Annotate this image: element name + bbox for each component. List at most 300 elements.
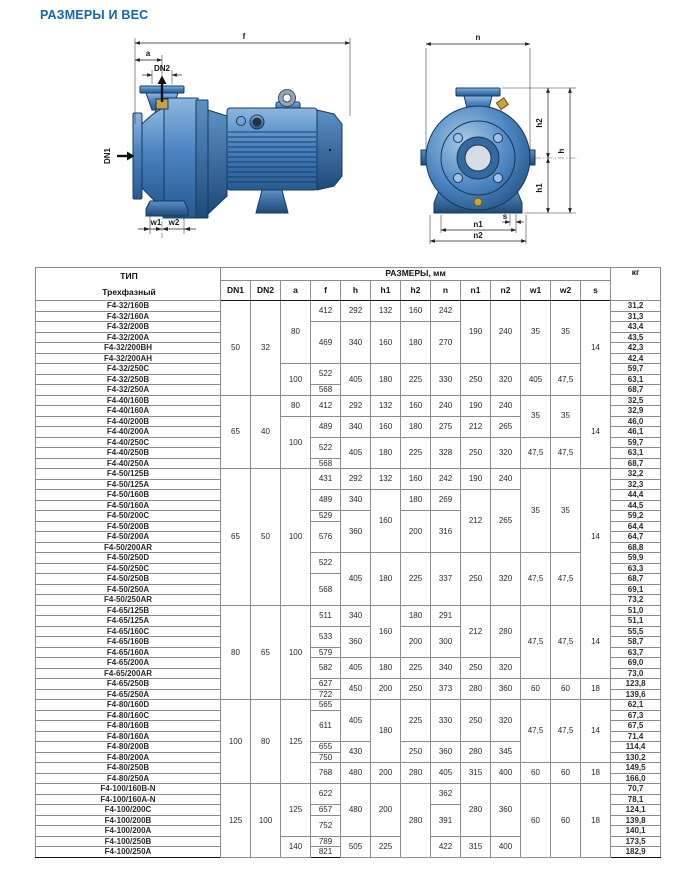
model-cell: F4-65/200AR — [36, 668, 221, 679]
dim-cell-f: 431 — [311, 469, 341, 490]
model-cell: F4-40/160B — [36, 395, 221, 406]
dim-cell-f: 789 — [311, 836, 341, 847]
dim-cell-w1: 35 — [521, 469, 551, 553]
column-header-n1: n1 — [461, 281, 491, 301]
dim-label-n: n — [475, 33, 481, 42]
model-cell: F4-100/250A — [36, 847, 221, 858]
model-cell: F4-40/250B — [36, 448, 221, 459]
model-cell: F4-65/200A — [36, 658, 221, 669]
model-cell: F4-80/160A — [36, 731, 221, 742]
dim-cell-f: 657 — [311, 805, 341, 816]
dim-cell-s: 14 — [581, 469, 611, 606]
dim-cell-dn2: 80 — [251, 700, 281, 784]
model-cell: F4-65/160A — [36, 647, 221, 658]
model-cell: F4-80/250A — [36, 773, 221, 784]
table-row — [36, 605, 661, 616]
dim-cell-n: 275 — [431, 416, 461, 437]
dim-cell-n: 373 — [431, 679, 461, 700]
model-cell: F4-65/125A — [36, 616, 221, 627]
dim-cell-n2: 265 — [491, 416, 521, 437]
dim-cell-dn1: 125 — [221, 784, 251, 858]
dim-cell-a: 100 — [281, 605, 311, 700]
dim-cell-h1: 200 — [371, 784, 401, 837]
dim-cell-n1: 250 — [461, 437, 491, 469]
dim-cell-n2: 400 — [491, 836, 521, 857]
dim-cell-n: 300 — [431, 626, 461, 658]
weight-cell: 67,3 — [611, 710, 661, 721]
column-header-h2: h2 — [401, 281, 431, 301]
model-cell: F4-40/250A — [36, 458, 221, 469]
model-cell: F4-80/160D — [36, 700, 221, 711]
weight-cell: 51,1 — [611, 616, 661, 627]
type-label: ТИП — [120, 271, 138, 281]
dim-cell-n2: 280 — [491, 605, 521, 658]
dim-cell-n: 340 — [431, 658, 461, 679]
weight-cell: 124,1 — [611, 805, 661, 816]
column-header-h1: h1 — [371, 281, 401, 301]
column-header-dn2: DN2 — [251, 281, 281, 301]
dim-label-dn1: DN1 — [103, 147, 112, 165]
dim-cell-h1: 200 — [371, 679, 401, 700]
dim-cell-f: 750 — [311, 752, 341, 763]
weight-cell: 68,8 — [611, 542, 661, 553]
model-cell: F4-40/200A — [36, 427, 221, 438]
dim-cell-f: 582 — [311, 658, 341, 679]
dim-cell-n2: 320 — [491, 700, 521, 742]
weight-cell: 44,5 — [611, 500, 661, 511]
dim-cell-n: 269 — [431, 490, 461, 511]
dim-cell-w1: 47,5 — [521, 605, 551, 679]
dimensions-group-header: РАЗМЕРЫ, мм — [221, 268, 611, 281]
weight-cell: 32,3 — [611, 479, 661, 490]
model-cell: F4-32/160B — [36, 301, 221, 312]
dim-cell-n2: 320 — [491, 364, 521, 396]
table-row — [36, 364, 661, 375]
dim-cell-f: 579 — [311, 647, 341, 658]
model-cell: F4-80/200B — [36, 742, 221, 753]
dim-cell-n2: 240 — [491, 469, 521, 490]
dim-cell-h2: 225 — [401, 364, 431, 396]
dim-cell-n: 240 — [431, 395, 461, 416]
dim-cell-f: 565 — [311, 700, 341, 711]
dim-cell-n1: 315 — [461, 763, 491, 784]
dim-cell-dn2: 100 — [251, 784, 281, 858]
weight-cell: 59,7 — [611, 437, 661, 448]
dim-cell-h: 405 — [341, 437, 371, 469]
weight-cell: 31,2 — [611, 301, 661, 312]
dim-cell-n2: 320 — [491, 437, 521, 469]
weight-cell: 123,8 — [611, 679, 661, 690]
weight-cell: 32,2 — [611, 469, 661, 480]
dim-label-h1: h1 — [535, 183, 544, 193]
weight-cell: 62,1 — [611, 700, 661, 711]
weight-cell: 59,9 — [611, 553, 661, 564]
dim-cell-s: 18 — [581, 784, 611, 858]
model-cell: F4-50/125B — [36, 469, 221, 480]
dim-cell-h2: 180 — [401, 605, 431, 626]
weight-cell: 68,7 — [611, 385, 661, 396]
dim-cell-a: 80 — [281, 395, 311, 416]
model-cell: F4-100/160B-N — [36, 784, 221, 795]
dim-cell-f: 568 — [311, 458, 341, 469]
dim-cell-w2: 47,5 — [551, 553, 581, 606]
weight-cell: 70,7 — [611, 784, 661, 795]
dim-cell-h1: 160 — [371, 490, 401, 553]
column-header-f: f — [311, 281, 341, 301]
dim-cell-f: 511 — [311, 605, 341, 626]
dim-cell-h: 292 — [341, 395, 371, 416]
model-cell: F4-32/200AH — [36, 353, 221, 364]
model-cell: F4-50/160B — [36, 490, 221, 501]
dim-cell-n1: 250 — [461, 658, 491, 679]
dim-cell-n1: 250 — [461, 553, 491, 606]
dim-cell-h2: 160 — [401, 395, 431, 416]
dim-cell-h: 292 — [341, 469, 371, 490]
dim-cell-a: 80 — [281, 301, 311, 364]
model-cell: F4-40/160A — [36, 406, 221, 417]
dim-cell-w1: 60 — [521, 679, 551, 700]
dim-cell-n1: 190 — [461, 301, 491, 364]
weight-cell: 46,0 — [611, 416, 661, 427]
dim-cell-w2: 60 — [551, 784, 581, 858]
dim-cell-n2: 360 — [491, 679, 521, 700]
dim-cell-dn1: 50 — [221, 301, 251, 396]
model-cell: F4-100/200C — [36, 805, 221, 816]
dim-cell-dn1: 65 — [221, 469, 251, 606]
dim-cell-h: 405 — [341, 700, 371, 742]
dim-cell-w1: 47,5 — [521, 437, 551, 469]
table-row — [36, 700, 661, 711]
model-cell: F4-65/160C — [36, 626, 221, 637]
model-cell: F4-80/200A — [36, 752, 221, 763]
dim-cell-f: 611 — [311, 710, 341, 742]
dim-cell-h1: 160 — [371, 416, 401, 437]
column-header-w2: w2 — [551, 281, 581, 301]
model-cell: F4-32/250A — [36, 385, 221, 396]
dim-cell-h1: 180 — [371, 364, 401, 396]
model-cell: F4-50/250C — [36, 563, 221, 574]
weight-cell: 43,5 — [611, 332, 661, 343]
dim-cell-s: 14 — [581, 301, 611, 396]
model-cell: F4-32/250C — [36, 364, 221, 375]
dim-cell-f: 522 — [311, 437, 341, 458]
weight-cell: 55,5 — [611, 626, 661, 637]
dim-cell-h2: 250 — [401, 679, 431, 700]
dim-cell-h1: 132 — [371, 395, 401, 416]
model-cell: F4-65/125B — [36, 605, 221, 616]
dim-cell-n: 405 — [431, 763, 461, 784]
model-cell: F4-50/160A — [36, 500, 221, 511]
dim-cell-h2: 160 — [401, 301, 431, 322]
table-row — [36, 437, 661, 448]
dim-cell-h: 405 — [341, 553, 371, 606]
dim-cell-f: 752 — [311, 815, 341, 836]
dim-label-h2: h2 — [535, 118, 544, 128]
dim-label-n1: n1 — [473, 220, 483, 229]
table-row — [36, 679, 661, 690]
model-cell: F4-100/200B — [36, 815, 221, 826]
dim-cell-n: 422 — [431, 836, 461, 857]
dim-cell-f: 821 — [311, 847, 341, 858]
dim-cell-n: 337 — [431, 553, 461, 606]
dim-cell-f: 576 — [311, 521, 341, 553]
weight-cell: 59,2 — [611, 511, 661, 522]
dim-cell-h1: 160 — [371, 322, 401, 364]
dim-cell-dn1: 80 — [221, 605, 251, 700]
dim-cell-h2: 180 — [401, 322, 431, 364]
dim-cell-h1: 225 — [371, 836, 401, 857]
dim-cell-h2: 225 — [401, 700, 431, 742]
dimensions-table — [35, 267, 661, 858]
dim-cell-w1: 47,5 — [521, 553, 551, 606]
dim-cell-s: 18 — [581, 679, 611, 700]
dim-cell-f: 522 — [311, 364, 341, 385]
weight-cell: 182,9 — [611, 847, 661, 858]
weight-cell: 46,1 — [611, 427, 661, 438]
dim-cell-h: 430 — [341, 742, 371, 763]
dim-cell-h2: 225 — [401, 437, 431, 469]
dim-cell-a: 125 — [281, 700, 311, 784]
dim-cell-n: 330 — [431, 364, 461, 396]
dn1-flow-arrow — [117, 152, 135, 161]
weight-cell: 69,1 — [611, 584, 661, 595]
model-cell: F4-65/250B — [36, 679, 221, 690]
column-header-a: a — [281, 281, 311, 301]
dim-cell-h2: 180 — [401, 416, 431, 437]
dim-cell-w1: 35 — [521, 395, 551, 437]
dim-cell-f: 622 — [311, 784, 341, 805]
table-row — [36, 301, 661, 312]
table-row — [36, 553, 661, 564]
dim-cell-h1: 180 — [371, 437, 401, 469]
dim-cell-h2: 200 — [401, 511, 431, 553]
dim-cell-n: 291 — [431, 605, 461, 626]
weight-cell: 68,7 — [611, 574, 661, 585]
dim-cell-dn1: 100 — [221, 700, 251, 784]
model-cell: F4-32/250B — [36, 374, 221, 385]
dim-cell-dn2: 32 — [251, 301, 281, 396]
dim-cell-s: 14 — [581, 700, 611, 763]
dim-label-n2: n2 — [473, 231, 483, 240]
weight-cell: 63,1 — [611, 374, 661, 385]
weight-cell: 78,1 — [611, 794, 661, 805]
dim-cell-dn2: 40 — [251, 395, 281, 469]
model-cell: F4-32/200BH — [36, 343, 221, 354]
dim-cell-n: 328 — [431, 437, 461, 469]
dim-cell-n1: 190 — [461, 395, 491, 416]
dim-cell-w2: 60 — [551, 679, 581, 700]
dim-cell-dn2: 65 — [251, 605, 281, 700]
table-row — [36, 469, 661, 480]
model-cell: F4-50/200AR — [36, 542, 221, 553]
dim-cell-w1: 47,5 — [521, 700, 551, 763]
dim-cell-h: 405 — [341, 364, 371, 396]
column-header-n2: n2 — [491, 281, 521, 301]
weight-cell: 44,4 — [611, 490, 661, 501]
dim-cell-a: 140 — [281, 836, 311, 857]
column-header-s: s — [581, 281, 611, 301]
page-title: РАЗМЕРЫ И ВЕС — [40, 8, 149, 22]
dim-cell-f: 568 — [311, 574, 341, 606]
weight-cell: 58,7 — [611, 637, 661, 648]
model-cell: F4-50/250A — [36, 584, 221, 595]
weight-cell: 73,2 — [611, 595, 661, 606]
dim-cell-h1: 180 — [371, 700, 401, 763]
model-cell: F4-100/200A — [36, 826, 221, 837]
pump-front-view-svg — [420, 26, 690, 248]
dim-cell-n1: 315 — [461, 836, 491, 857]
dim-cell-n: 242 — [431, 301, 461, 322]
dim-cell-h1: 200 — [371, 763, 401, 784]
weight-cell: 173,5 — [611, 836, 661, 847]
dim-cell-n2: 360 — [491, 784, 521, 837]
dim-cell-w1: 405 — [521, 364, 551, 396]
weight-cell: 32,5 — [611, 395, 661, 406]
dim-cell-f: 627 — [311, 679, 341, 690]
table-row — [36, 784, 661, 795]
weight-cell: 130,2 — [611, 752, 661, 763]
model-cell: F4-80/250B — [36, 763, 221, 774]
dim-cell-n2: 345 — [491, 742, 521, 763]
dim-cell-n1: 280 — [461, 742, 491, 763]
dim-cell-h2: 160 — [401, 469, 431, 490]
model-cell: F4-100/250B — [36, 836, 221, 847]
dim-cell-h: 360 — [341, 626, 371, 658]
dim-cell-h1: 180 — [371, 553, 401, 606]
model-cell: F4-40/250C — [36, 437, 221, 448]
dim-cell-dn2: 50 — [251, 469, 281, 606]
weight-cell: 64,7 — [611, 532, 661, 543]
dim-cell-s: 14 — [581, 395, 611, 469]
pump-side-view-drawing — [100, 26, 410, 248]
weight-cell: 114,4 — [611, 742, 661, 753]
model-cell: F4-32/200B — [36, 322, 221, 333]
dim-cell-h2: 180 — [401, 490, 431, 511]
dim-label-f: f — [242, 32, 246, 41]
dim-cell-h: 340 — [341, 490, 371, 511]
dim-cell-h2: 200 — [401, 626, 431, 658]
weight-cell: 139,8 — [611, 815, 661, 826]
dim-cell-w1: 60 — [521, 763, 551, 784]
model-cell: F4-32/160A — [36, 311, 221, 322]
dim-cell-n1: 212 — [461, 490, 491, 553]
dim-cell-n: 242 — [431, 469, 461, 490]
dim-cell-f: 412 — [311, 395, 341, 416]
dim-cell-n1: 250 — [461, 364, 491, 396]
dim-cell-w2: 47,5 — [551, 605, 581, 679]
weight-cell: 51,0 — [611, 605, 661, 616]
column-header-dn1: DN1 — [221, 281, 251, 301]
weight-cell: 64,4 — [611, 521, 661, 532]
dim-cell-f: 722 — [311, 689, 341, 700]
dim-cell-w2: 60 — [551, 763, 581, 784]
dim-cell-w2: 47,5 — [551, 700, 581, 763]
pump-front-view-drawing — [420, 26, 690, 248]
model-cell: F4-50/125A — [36, 479, 221, 490]
model-cell: F4-50/250B — [36, 574, 221, 585]
dim-cell-f: 533 — [311, 626, 341, 647]
dim-cell-n: 362 — [431, 784, 461, 805]
dim-cell-n: 391 — [431, 805, 461, 837]
model-cell: F4-50/200A — [36, 532, 221, 543]
dim-cell-f: 768 — [311, 763, 341, 784]
weight-cell: 63,3 — [611, 563, 661, 574]
column-header-h: h — [341, 281, 371, 301]
dim-cell-n2: 400 — [491, 763, 521, 784]
dim-cell-h1: 132 — [371, 301, 401, 322]
model-cell: F4-50/250AR — [36, 595, 221, 606]
dim-cell-h: 450 — [341, 679, 371, 700]
dim-cell-a: 125 — [281, 784, 311, 837]
table-header — [36, 268, 661, 301]
dim-cell-w2: 35 — [551, 395, 581, 437]
column-header-n: n — [431, 281, 461, 301]
dim-cell-n: 270 — [431, 322, 461, 364]
weight-cell: 59,7 — [611, 364, 661, 375]
model-cell: F4-80/160C — [36, 710, 221, 721]
dim-cell-dn1: 65 — [221, 395, 251, 469]
weight-column-header: кг — [611, 268, 661, 301]
model-cell: F4-40/200B — [36, 416, 221, 427]
model-cell: F4-65/250A — [36, 689, 221, 700]
dim-cell-h: 480 — [341, 784, 371, 837]
table-row — [36, 763, 661, 774]
model-cell: F4-65/160B — [36, 637, 221, 648]
weight-cell: 139,6 — [611, 689, 661, 700]
dim-cell-f: 522 — [311, 553, 341, 574]
dim-cell-f: 489 — [311, 416, 341, 437]
model-cell: F4-50/250D — [36, 553, 221, 564]
dim-cell-h2: 250 — [401, 742, 431, 763]
dim-cell-f: 568 — [311, 385, 341, 396]
dim-cell-n1: 190 — [461, 469, 491, 490]
weight-cell: 149,5 — [611, 763, 661, 774]
dim-cell-f: 489 — [311, 490, 341, 511]
dim-cell-n2: 320 — [491, 658, 521, 679]
weight-cell: 67,5 — [611, 721, 661, 732]
weight-cell: 42,3 — [611, 343, 661, 354]
dim-cell-a: 100 — [281, 469, 311, 606]
dim-cell-n2: 240 — [491, 301, 521, 364]
dim-cell-h: 505 — [341, 836, 371, 857]
weight-cell: 71,4 — [611, 731, 661, 742]
model-cell: F4-32/200A — [36, 332, 221, 343]
weight-cell: 63,7 — [611, 647, 661, 658]
dim-cell-n: 360 — [431, 742, 461, 763]
weight-cell: 43,4 — [611, 322, 661, 333]
dim-cell-n1: 250 — [461, 700, 491, 742]
dim-cell-n2: 265 — [491, 490, 521, 553]
dim-label-w2: w2 — [168, 218, 180, 227]
weight-cell: 63,1 — [611, 448, 661, 459]
model-cell: F4-80/160B — [36, 721, 221, 732]
weight-cell: 140,1 — [611, 826, 661, 837]
dim-cell-h: 480 — [341, 763, 371, 784]
dim-cell-h2: 280 — [401, 784, 431, 858]
dim-cell-n: 330 — [431, 700, 461, 742]
dim-cell-f: 412 — [311, 301, 341, 322]
dim-cell-h1: 132 — [371, 469, 401, 490]
column-header-w1: w1 — [521, 281, 551, 301]
dim-cell-w1: 60 — [521, 784, 551, 858]
dim-cell-n1: 212 — [461, 605, 491, 658]
dim-cell-s: 18 — [581, 763, 611, 784]
dim-cell-n1: 212 — [461, 416, 491, 437]
pump-side-body — [133, 86, 342, 218]
dim-cell-n1: 280 — [461, 784, 491, 837]
dim-cell-s: 14 — [581, 605, 611, 679]
dim-cell-h2: 225 — [401, 658, 431, 679]
